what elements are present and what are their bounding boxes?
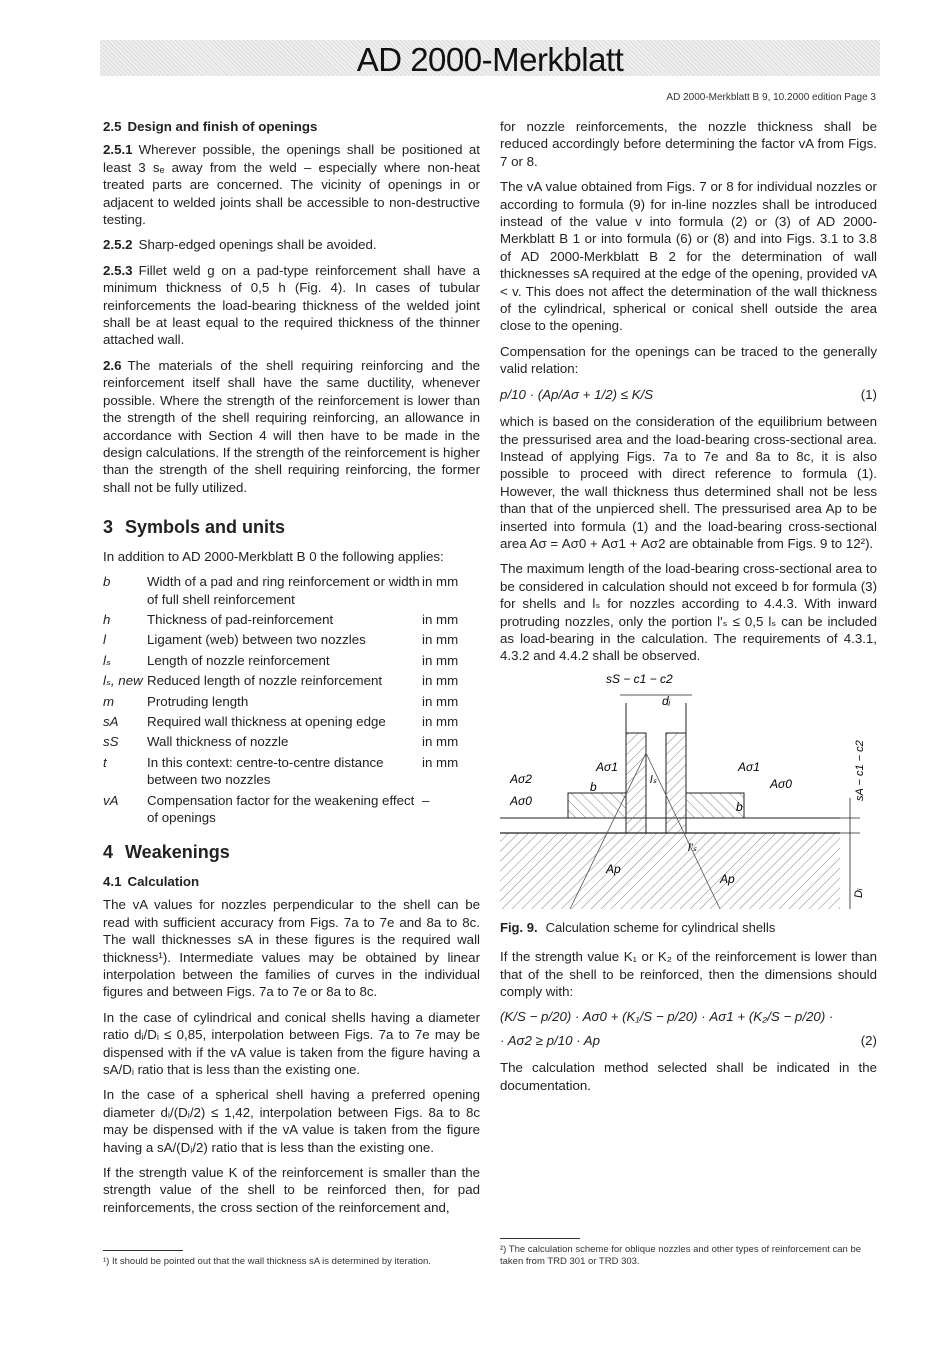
formula-1-expression: p/10 · (Ap/Aσ + 1/2) ≤ K/S [500, 386, 654, 402]
label-a-sig2: Aσ2 [510, 771, 532, 786]
symbol-symbol: m [103, 693, 115, 709]
right-para-2: The vA value obtained from Figs. 7 or 8 for individual nozzles or according to formula (9) for in-line nozzles shall be introduced instead of the value v into formula (2) or (3) of AD 2000-Merkblatt B 1 or into formula (6) or (8) and into Figs. 3.1 to 3.8 of AD 2000-Merkblatt B 2 for the determination of wall thicknesses sA required at the edge of the opening, provided vA < v. This does not affect the determination of the wall thickness of the cylindrical, spherical or conical shell outside the area close to the opening. [500, 179, 877, 334]
figure-9 [500, 673, 877, 917]
para-4-1-c: In the case of a spherical shell having a preferred opening diameter dᵢ/(Dᵢ/2) ≤ 1,42, interpolation between Figs. 8a to 8c may be dispensed with if the vA value is taken from the figure having a sA/(Dᵢ/2) ratio that is less than the existing one. [103, 1087, 480, 1155]
symbol-row [103, 631, 480, 651]
symbol-unit: in mm [422, 611, 459, 627]
symbol-description: Protruding length [147, 693, 249, 709]
symbol-unit: in mm [422, 734, 459, 750]
label-top: sS − c1 − c2 [606, 672, 673, 686]
label-b-left: b [590, 779, 597, 794]
nozzle-wall-right [666, 733, 686, 833]
symbol-symbol: sS [103, 734, 119, 750]
formula-2-line-2: · Aσ2 ≥ p/10 · Ap (2) [500, 1032, 877, 1048]
para-4-1-b: In the case of cylindrical and conical shells having a diameter ratio dᵢ/Dᵢ ≤ 0,85, interpolation between Figs. 7a to 7e may be dispensed with if the vA value is taken from the figure having a sA/Dᵢ ratio that is less than the existing one. [103, 1009, 480, 1078]
header-banner [100, 40, 880, 76]
para-4-1-a: The vA values for nozzles perpendicular to the shell can be read with sufficient accuracy from Figs. 7a to 7e and 8a to 8c. The wall thicknesses sA in these figures is the required wall thickness¹). Intermediate values may be obtained by linear interpolation between the families of curves in the individual figures and between Figs. 7a to 7e or 8a to 8c. [103, 897, 480, 1000]
label-Di: Dᵢ [853, 888, 865, 898]
label-di: dᵢ [662, 693, 671, 708]
symbol-symbol: lₛ [103, 652, 111, 668]
footnote-rule-right [500, 1238, 580, 1239]
symbol-symbol: sA [103, 713, 119, 729]
symbol-unit: in mm [422, 693, 459, 709]
symbols-table [103, 573, 480, 829]
para-2-5-2: 2.5.2 Sharp-edged openings shall be avoided. [103, 237, 377, 253]
right-para-6: If the strength value K₁ or K₂ of the reinforcement is lower than that of the shell to be reinforced, then the dimensions should comply with: [500, 949, 877, 1000]
figure-9-caption: Fig. 9. Calculation scheme for cylindrical shells [500, 920, 776, 936]
label-ls: lₛ [650, 773, 657, 786]
para-2-5-1: 2.5.1 Wherever possible, the openings shall be positioned at least 3 sₑ away from the weld – especially where non-heat treated parts are concerned. The vicinity of openings in or adjacent to welded joints shall be accessible to non-destructive testing. [103, 142, 480, 228]
right-para-3: Compensation for the openings can be traced to the generally valid relation: [500, 343, 877, 377]
symbol-symbol: h [103, 611, 111, 627]
para-2-6: 2.6 The materials of the shell requiring reinforcing and the reinforcement itself shall have the same ductility, whenever possible. Where the strength of the reinforcement is lower than the strength of the shell requiring reinforcing, an allowance in accordance with Section 4 will then have to be made in the design calculations. If the strength of the reinforcement is higher than the strength of the shell requiring reinforcing, the former shall not be fully utilized. [103, 357, 480, 495]
label-a-sig1-left: Aσ1 [596, 759, 618, 774]
label-side: sA − c1 − c2 [854, 740, 866, 801]
symbol-description: Ligament (web) between two nozzles [147, 632, 366, 648]
nozzle-wall-left [626, 733, 646, 833]
symbol-unit: – [422, 792, 430, 808]
right-para-5: The maximum length of the load-bearing cross-sectional area to be considered in calculation should not exceed b for formula (3) for shells and lₛ for nozzles according to 4.4.3. With inward protruding nozzles, only the portion l'ₛ ≤ 0,5 lₛ can be included as load-bearing in the calculation. The requirements of 4.3.1, 4.3.2 and 4.4.2 shall be observed. [500, 561, 877, 664]
label-a-sig0-right: Aσ0 [770, 776, 792, 791]
symbol-row [103, 792, 480, 830]
pad-left [568, 793, 626, 818]
symbol-row [103, 672, 480, 692]
symbol-row [103, 713, 480, 733]
section-2-5-heading: 2.5 Design and finish of openings [103, 119, 318, 134]
symbol-description: Width of a pad and ring reinforcement or width of full shell reinforcement [147, 574, 420, 607]
section-4-1-heading: 4.1 Calculation [103, 873, 200, 889]
footnote-rule-left [103, 1250, 183, 1251]
figure-9-drawing [500, 673, 877, 913]
symbol-unit: in mm [422, 673, 459, 689]
para-4-1-d: If the strength value K of the reinforcement is smaller than the strength value of the shell to be reinforced then, for pad reinforcements, the cross section of the reinforcement and, [103, 1165, 480, 1215]
symbol-row [103, 573, 480, 611]
formula-1 [500, 386, 877, 403]
symbol-description: Reduced length of nozzle reinforcement [147, 673, 383, 689]
symbol-symbol: vA [103, 792, 119, 808]
shell-area [500, 833, 840, 909]
left-column [103, 118, 480, 1224]
symbol-unit: in mm [422, 713, 459, 729]
symbol-symbol: lₛ, new [103, 673, 143, 689]
formula-2-line-1: (K/S − p/20) · Aσ0 + (K₁/S − p/20) · Aσ1 + (K₂/S − p/20) · [500, 1009, 834, 1025]
formula-2-number: (2) [860, 1032, 877, 1048]
symbol-description: Thickness of pad-reinforcement [147, 611, 334, 627]
symbol-row [103, 693, 480, 713]
right-para-7: The calculation method selected shall be indicated in the documentation. [500, 1060, 877, 1093]
section-3-intro: In addition to AD 2000-Merkblatt B 0 the following applies: [103, 548, 444, 564]
section-4-heading: 4 Weakenings [103, 842, 230, 863]
symbol-unit: in mm [422, 754, 459, 770]
symbol-unit: in mm [422, 574, 459, 590]
footnote-1: ¹) It should be pointed out that the wall thickness sA is determined by iteration. [103, 1256, 431, 1267]
right-para-1: for nozzle reinforcements, the nozzle thickness shall be reduced accordingly before determining the factor vA from Figs. 7 or 8. [500, 119, 877, 169]
label-a-sig1-right: Aσ1 [738, 759, 760, 774]
footnote-2: ²) The calculation scheme for oblique nozzles and other types of reinforcement can be taken from TRD 301 or TRD 303. [500, 1244, 862, 1267]
symbol-symbol: t [103, 754, 107, 770]
symbol-unit: in mm [422, 652, 459, 668]
banner-title: AD 2000-Merkblatt [356, 41, 624, 78]
label-ap-left: Ap [606, 861, 621, 876]
section-3-heading: 3 Symbols and units [103, 517, 286, 538]
right-column [500, 118, 877, 1102]
symbol-row [103, 652, 480, 672]
symbol-symbol: l [103, 632, 106, 648]
running-head: AD 2000-Merkblatt B 9, 10.2000 edition Page 3 [666, 92, 876, 103]
symbol-row [103, 733, 480, 753]
right-para-4: which is based on the consideration of the equilibrium between the pressurised area and the load-bearing cross-sectional area. Instead of applying Figs. 7a to 7e and 8a to 8c, it is also possible to proceed with direct reference to formula (1). However, the wall thickness thus determined shall not be less than that of the unpierced shell. The pressurised area Ap to be inserted into formula (1) and the load-bearing cross-sectional area Aσ = Aσ0 + Aσ1 + Aσ2 are obtainable from Figs. 9 to 12²). [500, 414, 877, 551]
symbol-symbol: b [103, 574, 111, 590]
symbol-row [103, 754, 480, 792]
symbol-unit: in mm [422, 632, 459, 648]
label-ls-prime: l'ₛ [688, 841, 697, 854]
para-2-5-3: 2.5.3 Fillet weld g on a pad-type reinforcement shall have a minimum thickness of 0,5 h (Fig. 4). In cases of tubular reinforcements the load-bearing thickness of the welded joint shall be at least equal to the required thickness of the thinner attached wall. [103, 262, 480, 348]
symbol-description: Required wall thickness at opening edge [147, 713, 386, 729]
label-ap-right: Ap [720, 871, 735, 886]
label-b-right: b [736, 799, 743, 814]
symbol-row [103, 611, 480, 631]
symbol-description: Wall thickness of nozzle [147, 734, 289, 750]
symbol-description: In this context: centre-to-centre distance between two nozzles [147, 754, 384, 788]
label-a-sig0-left: Aσ0 [510, 793, 532, 808]
formula-1-number: (1) [860, 386, 877, 402]
symbol-description: Length of nozzle reinforcement [147, 652, 330, 668]
symbol-description: Compensation factor for the weakening effect of openings [147, 792, 415, 825]
